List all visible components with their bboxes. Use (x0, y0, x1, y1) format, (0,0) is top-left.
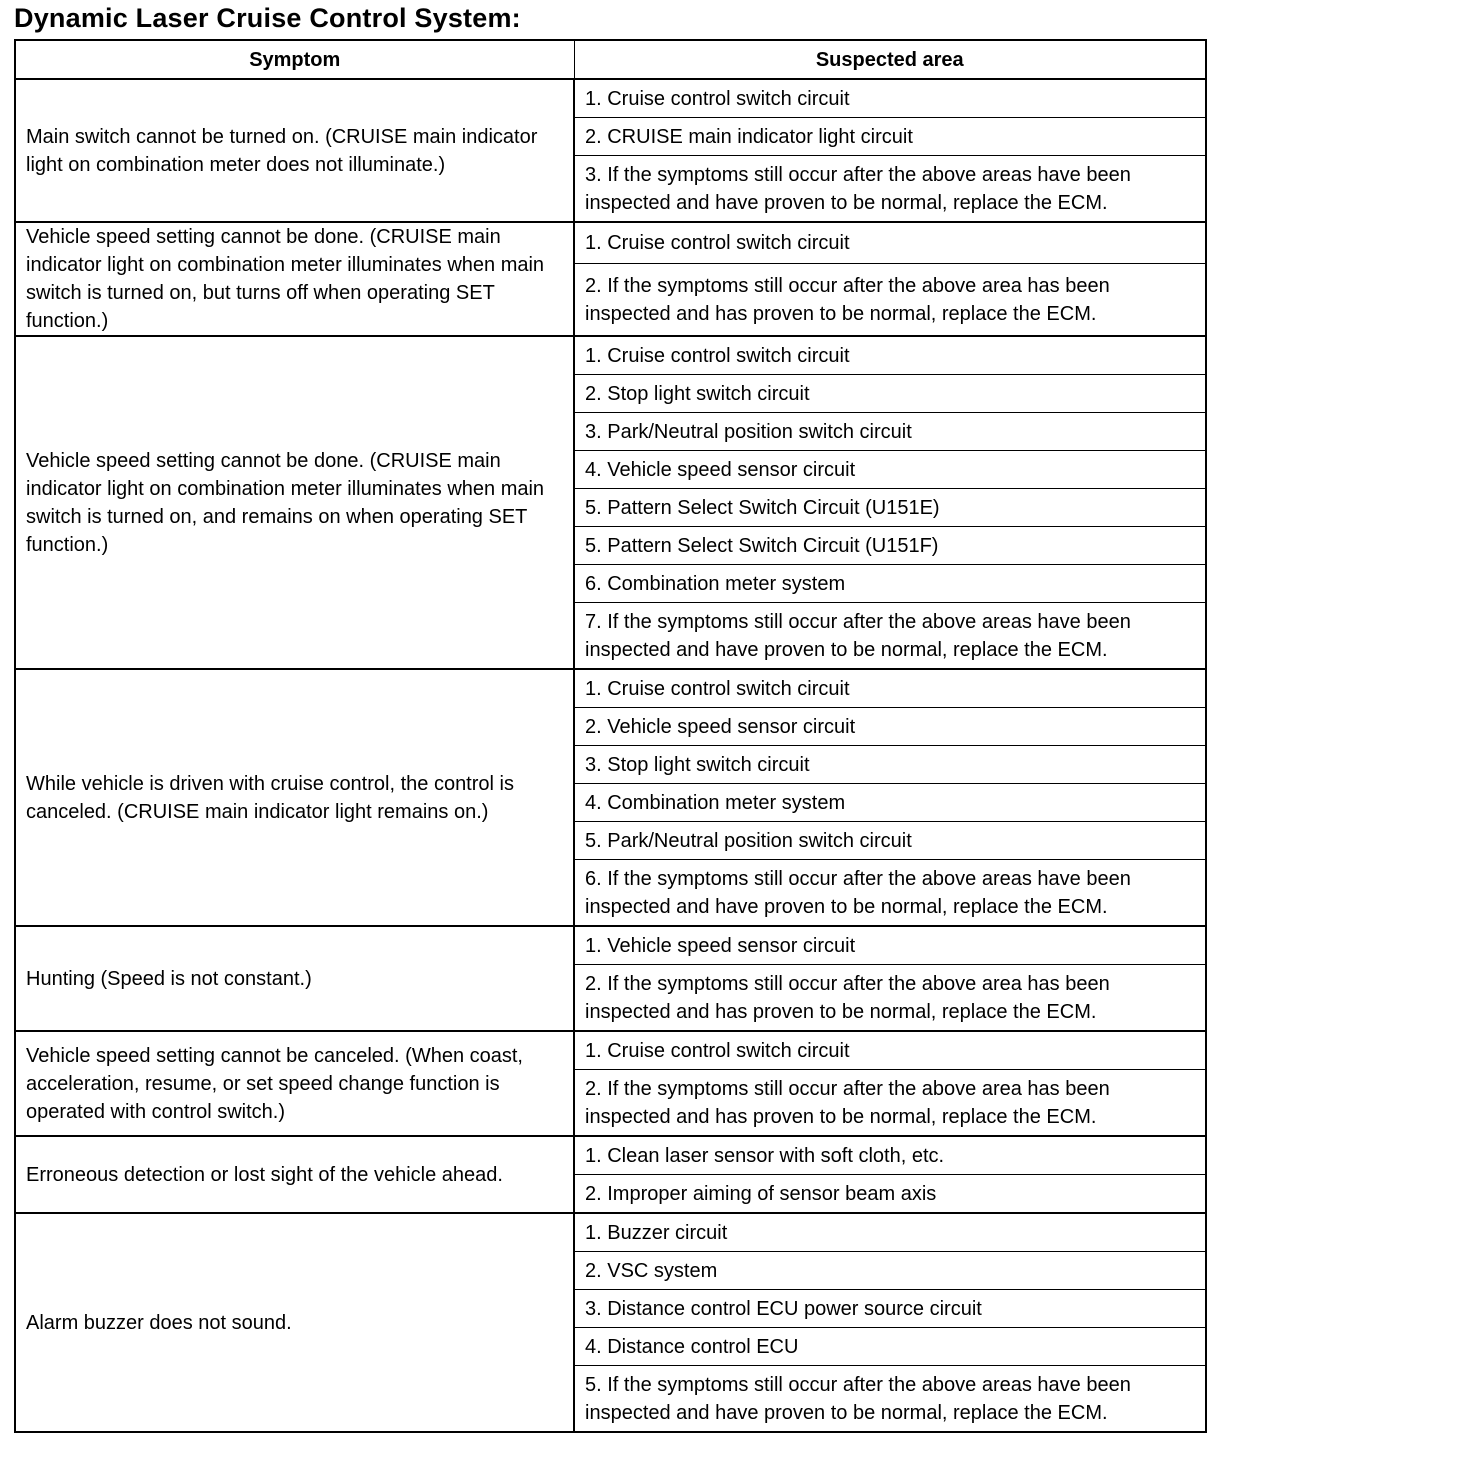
suspected-area-cell: 3. Park/Neutral position switch circuit (574, 413, 1206, 451)
suspected-area-cell: 3. Stop light switch circuit (574, 746, 1206, 784)
table-row (15, 1213, 1206, 1252)
symptom-cell: Vehicle speed setting cannot be canceled. (When coast, acceleration, resume, or set speed change function is operated with control switch.) (15, 1031, 574, 1136)
symptom-cell: Main switch cannot be turned on. (CRUISE main indicator light on combination meter does not illuminate.) (15, 79, 574, 222)
suspected-area-cell: 1. Vehicle speed sensor circuit (574, 926, 1206, 965)
header-suspected-area: Suspected area (574, 40, 1206, 79)
table-body (15, 79, 1206, 1432)
suspected-area-cell: 3. Distance control ECU power source circuit (574, 1290, 1206, 1328)
symptom-cell: Vehicle speed setting cannot be done. (CRUISE main indicator light on combination meter illuminates when main switch is turned on, and remains on when operating SET function.) (15, 336, 574, 669)
suspected-area-cell: 1. Cruise control switch circuit (574, 669, 1206, 708)
table-row (15, 1136, 1206, 1175)
suspected-area-cell: 5. Park/Neutral position switch circuit (574, 822, 1206, 860)
suspected-area-cell: 1. Cruise control switch circuit (574, 222, 1206, 264)
suspected-area-cell: 1. Cruise control switch circuit (574, 336, 1206, 375)
header-symptom: Symptom (15, 40, 574, 79)
suspected-area-cell: 2. Improper aiming of sensor beam axis (574, 1175, 1206, 1214)
suspected-area-cell: 2. CRUISE main indicator light circuit (574, 118, 1206, 156)
suspected-area-cell: 4. Vehicle speed sensor circuit (574, 451, 1206, 489)
suspected-area-cell: 2. If the symptoms still occur after the above area has been inspected and has proven to be normal, replace the ECM. (574, 264, 1206, 336)
suspected-area-cell: 2. If the symptoms still occur after the above area has been inspected and has proven to be normal, replace the ECM. (574, 965, 1206, 1032)
suspected-area-cell: 2. VSC system (574, 1252, 1206, 1290)
table-row (15, 926, 1206, 965)
suspected-area-cell: 3. If the symptoms still occur after the above areas have been inspected and have proven to be normal, replace the ECM. (574, 156, 1206, 223)
suspected-area-cell: 2. Stop light switch circuit (574, 375, 1206, 413)
header-row (15, 40, 1206, 79)
suspected-area-cell: 1. Buzzer circuit (574, 1213, 1206, 1252)
table-row (15, 222, 1206, 264)
table-row (15, 79, 1206, 118)
suspected-area-cell: 6. If the symptoms still occur after the above areas have been inspected and have proven to be normal, replace the ECM. (574, 860, 1206, 927)
symptom-cell: Alarm buzzer does not sound. (15, 1213, 574, 1432)
suspected-area-cell: 1. Cruise control switch circuit (574, 1031, 1206, 1070)
table-row (15, 336, 1206, 375)
suspected-area-cell: 7. If the symptoms still occur after the above areas have been inspected and have proven to be normal, replace the ECM. (574, 603, 1206, 670)
suspected-area-cell: 4. Combination meter system (574, 784, 1206, 822)
suspected-area-cell: 4. Distance control ECU (574, 1328, 1206, 1366)
page-title: Dynamic Laser Cruise Control System: (14, 3, 521, 33)
symptom-cell: Vehicle speed setting cannot be done. (CRUISE main indicator light on combination meter illuminates when main switch is turned on, but turns off when operating SET function.) (15, 222, 574, 336)
suspected-area-cell: 2. If the symptoms still occur after the above area has been inspected and has proven to be normal, replace the ECM. (574, 1070, 1206, 1137)
table-row (15, 669, 1206, 708)
suspected-area-cell: 5. If the symptoms still occur after the above areas have been inspected and have proven to be normal, replace the ECM. (574, 1366, 1206, 1433)
suspected-area-cell: 6. Combination meter system (574, 565, 1206, 603)
suspected-area-cell: 5. Pattern Select Switch Circuit (U151F) (574, 527, 1206, 565)
suspected-area-cell: 5. Pattern Select Switch Circuit (U151E) (574, 489, 1206, 527)
suspected-area-cell: 1. Clean laser sensor with soft cloth, etc. (574, 1136, 1206, 1175)
suspected-area-cell: 2. Vehicle speed sensor circuit (574, 708, 1206, 746)
symptom-cell: Erroneous detection or lost sight of the vehicle ahead. (15, 1136, 574, 1213)
symptom-cell: Hunting (Speed is not constant.) (15, 926, 574, 1031)
table-row (15, 1031, 1206, 1070)
troubleshooting-table (14, 39, 1207, 1433)
symptom-cell: While vehicle is driven with cruise control, the control is canceled. (CRUISE main indicator light remains on.) (15, 669, 574, 926)
suspected-area-cell: 1. Cruise control switch circuit (574, 79, 1206, 118)
